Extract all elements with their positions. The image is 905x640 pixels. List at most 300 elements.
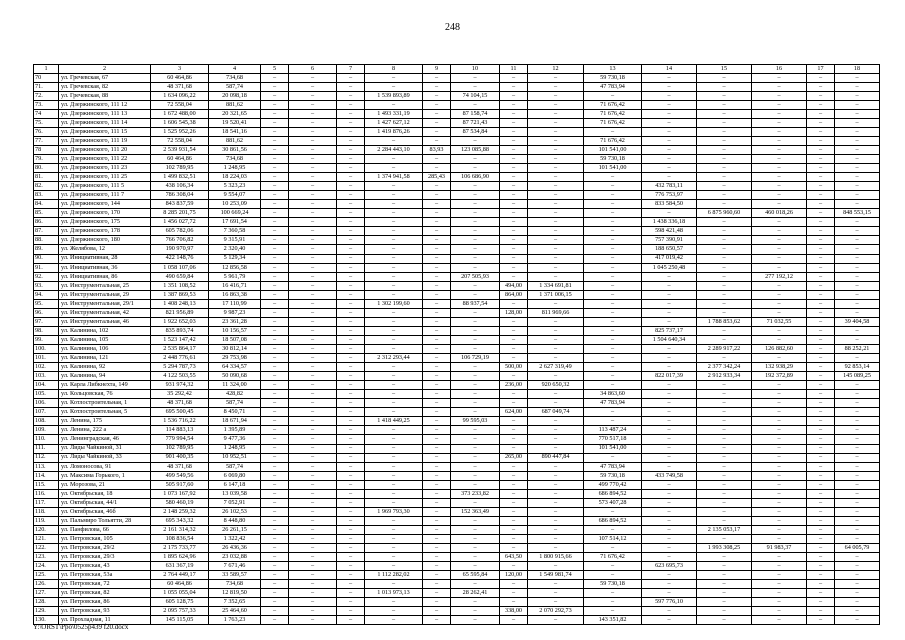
value-cell: – [697,616,752,625]
value-cell: – [528,254,584,263]
value-cell: – [528,417,584,426]
value-cell: 825 737,17 [642,326,697,335]
value-cell: – [500,182,528,191]
value-cell: – [528,507,584,516]
value-cell: 438 106,34 [151,182,209,191]
value-cell: 48 371,68 [151,399,209,408]
value-cell: – [528,525,584,534]
value-cell: – [261,145,289,154]
value-cell: – [584,372,642,381]
row-number-cell: 121. [34,534,59,543]
value-cell: 34 863,60 [584,390,642,399]
value-cell: 71 676,42 [584,118,642,127]
table-row [34,299,880,308]
row-number-cell: 109. [34,426,59,435]
address-cell: ул. Калинина, 105 [59,335,151,344]
table-row [34,263,880,272]
value-cell: – [528,326,584,335]
value-cell: – [584,272,642,281]
value-cell: – [528,263,584,272]
table-row [34,372,880,381]
table-row [34,553,880,562]
value-cell: – [423,182,451,191]
value-cell: – [528,73,584,82]
address-cell: ул. Лиды Чайкиной, 33 [59,453,151,462]
value-cell: – [835,299,880,308]
value-cell: 6 147,18 [209,480,261,489]
value-cell: 1 672 488,00 [151,109,209,118]
table-row [34,444,880,453]
value-cell: 1 351 108,52 [151,281,209,290]
value-cell: – [752,299,807,308]
value-cell: – [423,589,451,598]
value-cell: – [365,498,423,507]
value-cell: – [697,462,752,471]
value-cell: 18 507,08 [209,335,261,344]
value-cell: – [261,281,289,290]
value-cell: – [697,498,752,507]
table-row [34,236,880,245]
value-cell: – [528,200,584,209]
value-cell: – [289,155,337,164]
value-cell: 17 110,99 [209,299,261,308]
value-cell: – [584,91,642,100]
value-cell: – [289,372,337,381]
table-row [34,381,880,390]
value-cell: 83,93 [423,145,451,154]
value-cell: – [584,308,642,317]
value-cell: – [500,155,528,164]
value-cell: – [500,426,528,435]
address-cell: ул. Лиды Чайкиной, 31 [59,444,151,453]
value-cell: 192 372,89 [752,372,807,381]
value-cell: 687 049,74 [528,408,584,417]
row-number-cell: 119. [34,516,59,525]
value-cell: – [365,525,423,534]
value-cell: – [528,516,584,525]
table-row [34,335,880,344]
value-cell: – [807,553,835,562]
value-cell: 6 069,80 [209,471,261,480]
value-cell: – [337,191,365,200]
value-cell: 107 514,12 [584,534,642,543]
value-cell: – [337,100,365,109]
table-row [34,345,880,354]
value-cell: 29 753,98 [209,354,261,363]
value-cell: 25 464,60 [209,607,261,616]
value-cell: – [423,100,451,109]
address-cell: ул. Инициативная, 86 [59,272,151,281]
value-cell: – [697,598,752,607]
value-cell: – [752,598,807,607]
value-cell: – [752,281,807,290]
value-cell: – [835,408,880,417]
value-cell: – [500,136,528,145]
row-number-cell: 78 [34,145,59,154]
address-cell: ул. Инициативная, 28 [59,254,151,263]
value-cell: – [500,299,528,308]
value-cell: – [528,91,584,100]
value-cell: – [261,236,289,245]
value-cell: – [528,173,584,182]
value-cell: 1 788 853,62 [697,317,752,326]
value-cell: – [528,218,584,227]
row-number-cell: 127. [34,589,59,598]
value-cell: – [337,516,365,525]
value-cell: 422 148,76 [151,254,209,263]
address-cell: ул. Калинина, 92 [59,363,151,372]
value-cell: – [261,136,289,145]
column-header: 2 [59,65,151,74]
value-cell: 106 686,90 [451,173,500,182]
value-cell: – [642,616,697,625]
value-cell: 598 421,48 [642,227,697,236]
value-cell: 864,00 [500,290,528,299]
address-cell: ул. Инструментальная, 42 [59,308,151,317]
value-cell: – [835,100,880,109]
value-cell: – [642,100,697,109]
value-cell: 59 730,18 [584,580,642,589]
value-cell: – [365,164,423,173]
value-cell: – [835,191,880,200]
row-number-cell: 102. [34,363,59,372]
value-cell: – [423,571,451,580]
value-cell: – [752,589,807,598]
value-cell: – [528,345,584,354]
value-cell: – [642,544,697,553]
value-cell: 106 729,19 [451,354,500,363]
value-cell: – [365,480,423,489]
row-number-cell: 103. [34,372,59,381]
value-cell: – [423,471,451,480]
value-cell: – [697,426,752,435]
value-cell: – [337,453,365,462]
value-cell: – [337,525,365,534]
row-number-cell: 97. [34,317,59,326]
value-cell: – [289,335,337,344]
value-cell: 587,74 [209,462,261,471]
value-cell: 605 782,06 [151,227,209,236]
value-cell: – [261,182,289,191]
value-cell: – [337,245,365,254]
value-cell: – [697,254,752,263]
value-cell: – [289,444,337,453]
value-cell: 120,00 [500,571,528,580]
value-cell: – [835,127,880,136]
row-number-cell: 128. [34,598,59,607]
value-cell: – [289,462,337,471]
value-cell: – [528,580,584,589]
value-cell: 2 070 292,73 [528,607,584,616]
value-cell: – [423,381,451,390]
row-number-cell: 74 [34,109,59,118]
value-cell: – [807,109,835,118]
value-cell: – [423,91,451,100]
value-cell: 47 783,94 [584,399,642,408]
value-cell: – [752,127,807,136]
value-cell: – [451,236,500,245]
value-cell: – [835,164,880,173]
row-number-cell: 89. [34,245,59,254]
value-cell: 71 676,42 [584,100,642,109]
row-number-cell: 86. [34,218,59,227]
value-cell: – [289,73,337,82]
value-cell: 99 595,03 [451,417,500,426]
value-cell: – [697,607,752,616]
value-cell: – [835,598,880,607]
column-header: 7 [337,65,365,74]
value-cell: – [423,136,451,145]
value-cell: – [697,471,752,480]
value-cell: – [423,399,451,408]
value-cell: – [365,562,423,571]
value-cell: – [528,209,584,218]
table-row [34,399,880,408]
value-cell: – [752,335,807,344]
value-cell: – [261,553,289,562]
value-cell: – [423,245,451,254]
value-cell: – [423,317,451,326]
value-cell: 1 922 652,03 [151,317,209,326]
row-number-cell: 130. [34,616,59,625]
value-cell: – [261,498,289,507]
value-cell: 64 334,57 [209,363,261,372]
value-cell: 10 156,57 [209,326,261,335]
value-cell: – [807,489,835,498]
value-cell: – [289,91,337,100]
value-cell: 1 322,42 [209,534,261,543]
value-cell: 60 464,86 [151,155,209,164]
value-cell: – [697,534,752,543]
value-cell: – [289,562,337,571]
address-cell: ул. Петровская, 72 [59,580,151,589]
value-cell: 13 039,58 [209,489,261,498]
value-cell: 59 730,18 [584,155,642,164]
value-cell: – [500,209,528,218]
value-cell: – [697,200,752,209]
value-cell: – [835,381,880,390]
value-cell: – [528,191,584,200]
value-cell: 71 032,55 [752,317,807,326]
value-cell: – [835,471,880,480]
row-number-cell: 124. [34,562,59,571]
row-number-cell: 91. [34,263,59,272]
value-cell: 188 650,57 [642,245,697,254]
value-cell: – [365,82,423,91]
value-cell: – [642,399,697,408]
value-cell: 460 018,26 [752,209,807,218]
row-number-cell: 114. [34,471,59,480]
value-cell: 1 302 199,60 [365,299,423,308]
value-cell: – [365,254,423,263]
value-cell: 757 390,91 [642,236,697,245]
value-cell: – [752,308,807,317]
value-cell: – [807,145,835,154]
value-cell: – [697,100,752,109]
row-number-cell: 106. [34,399,59,408]
row-number-cell: 99. [34,335,59,344]
value-cell: – [337,254,365,263]
value-cell: 1 371 006,15 [528,290,584,299]
row-number-cell: 108. [34,417,59,426]
value-cell: – [261,200,289,209]
value-cell: – [337,308,365,317]
value-cell: – [337,236,365,245]
value-cell: 48 371,68 [151,82,209,91]
value-cell: – [423,281,451,290]
value-cell: – [500,164,528,173]
value-cell: – [261,263,289,272]
value-cell: 102 789,95 [151,164,209,173]
value-cell: – [807,480,835,489]
value-cell: – [289,616,337,625]
value-cell: – [261,363,289,372]
value-cell: – [528,109,584,118]
value-cell: – [697,354,752,363]
value-cell: – [261,345,289,354]
value-cell: 108 836,54 [151,534,209,543]
value-cell: – [500,236,528,245]
table-row [34,453,880,462]
value-cell: – [423,417,451,426]
value-cell: – [752,155,807,164]
value-cell: – [423,73,451,82]
value-cell: 1 895 624,96 [151,553,209,562]
value-cell: – [528,182,584,191]
value-cell: 1 408 248,13 [151,299,209,308]
value-cell: – [289,145,337,154]
value-cell: – [584,363,642,372]
column-header: 15 [697,65,752,74]
value-cell: – [835,571,880,580]
row-number-cell: 75. [34,118,59,127]
value-cell: – [500,345,528,354]
value-cell: – [528,164,584,173]
value-cell: – [642,173,697,182]
address-cell: ул. Октябрьская, 44/1 [59,498,151,507]
value-cell: – [835,200,880,209]
value-cell: – [528,82,584,91]
value-cell: – [500,100,528,109]
value-cell: – [500,118,528,127]
value-cell: 2 535 864,17 [151,345,209,354]
value-cell: – [697,453,752,462]
value-cell: – [642,363,697,372]
value-cell: – [752,236,807,245]
value-cell: – [752,516,807,525]
value-cell: – [752,489,807,498]
value-cell: – [697,109,752,118]
address-cell: ул. Дзержинского, 111 22 [59,155,151,164]
value-cell: – [365,290,423,299]
value-cell: 10 952,51 [209,453,261,462]
value-cell: – [528,462,584,471]
value-cell: – [289,498,337,507]
column-header: 8 [365,65,423,74]
value-cell: – [697,73,752,82]
value-cell: – [835,462,880,471]
value-cell: 87 158,74 [451,109,500,118]
row-number-cell: 93. [34,281,59,290]
value-cell: – [835,498,880,507]
value-cell: – [337,390,365,399]
value-cell: 100 669,24 [209,209,261,218]
value-cell: 432 783,11 [642,182,697,191]
value-cell: – [261,100,289,109]
value-cell: – [289,589,337,598]
row-number-cell: 104. [34,381,59,390]
table-row [34,354,880,363]
value-cell: 9 987,23 [209,308,261,317]
value-cell: 1 438 336,18 [642,218,697,227]
column-header: 16 [752,65,807,74]
value-cell: – [423,498,451,507]
value-cell: 1 427 627,12 [365,118,423,127]
value-cell: – [337,462,365,471]
address-cell: ул. Инструментальная, 25 [59,281,151,290]
value-cell: – [423,155,451,164]
value-cell: – [835,173,880,182]
value-cell: 7 360,58 [209,227,261,236]
value-cell: – [752,191,807,200]
value-cell: – [807,544,835,553]
value-cell: – [451,498,500,507]
value-cell: – [807,281,835,290]
value-cell: – [807,245,835,254]
value-cell: – [528,227,584,236]
value-cell: – [584,299,642,308]
value-cell: – [289,544,337,553]
value-cell: – [261,308,289,317]
value-cell: – [337,408,365,417]
value-cell: – [752,100,807,109]
value-cell: – [261,616,289,625]
value-cell: – [423,553,451,562]
value-cell: 11 324,00 [209,381,261,390]
value-cell: – [289,390,337,399]
value-cell: 9 554,07 [209,191,261,200]
value-cell: – [261,317,289,326]
value-cell: – [423,164,451,173]
value-cell: 18 671,94 [209,417,261,426]
value-cell: 1 334 691,81 [528,281,584,290]
value-cell: – [835,182,880,191]
value-cell: – [337,589,365,598]
address-cell: ул. Петровская, 93 [59,607,151,616]
value-cell: – [752,263,807,272]
value-cell: – [451,598,500,607]
row-number-cell: 90. [34,254,59,263]
address-cell: ул. Дзержинского, 170 [59,209,151,218]
value-cell: – [261,272,289,281]
value-cell: – [500,417,528,426]
value-cell: – [807,118,835,127]
value-cell: – [289,191,337,200]
value-cell: 23 361,28 [209,317,261,326]
value-cell: – [807,263,835,272]
value-cell: – [807,136,835,145]
table-row [34,390,880,399]
value-cell: – [835,272,880,281]
value-cell: – [697,390,752,399]
value-cell: 1 387 869,53 [151,290,209,299]
value-cell: – [500,616,528,625]
value-cell: – [261,562,289,571]
value-cell: – [697,444,752,453]
value-cell: – [642,299,697,308]
table-row [34,435,880,444]
value-cell: – [423,236,451,245]
